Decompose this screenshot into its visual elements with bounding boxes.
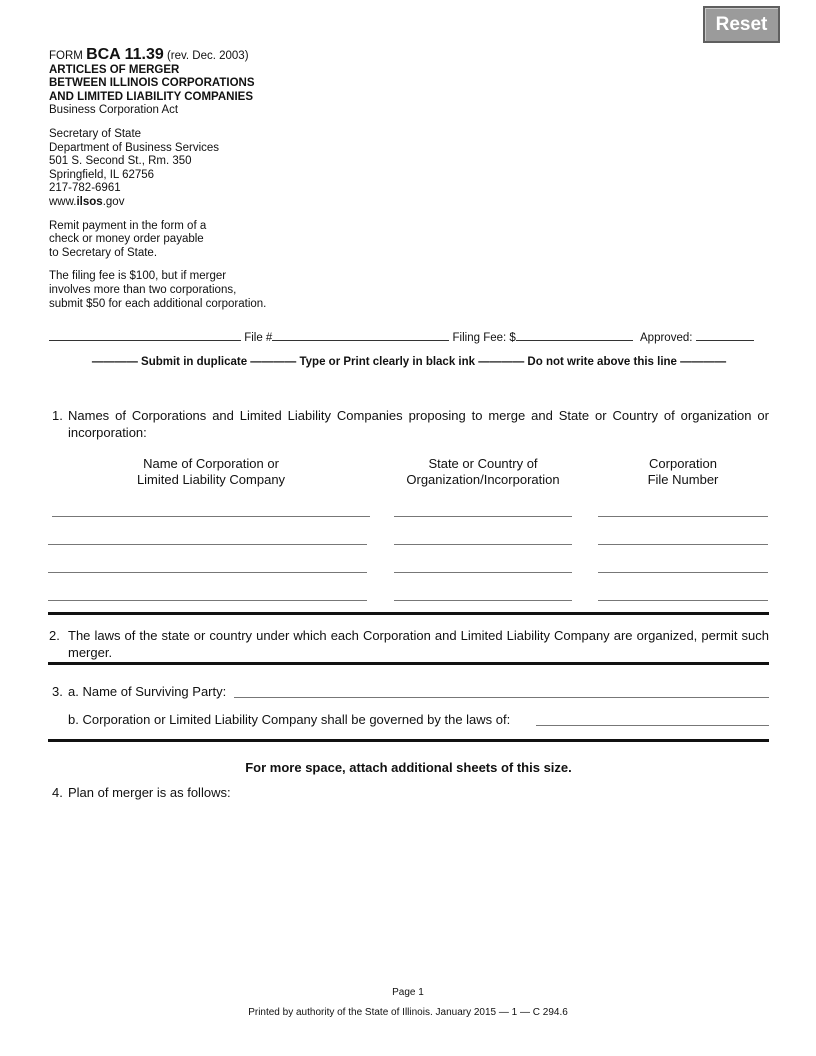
q3b-label: b. Corporation or Limited Liability Company shall be governed by the laws of:: [68, 712, 511, 727]
office-phone: 217-782-6961: [49, 182, 121, 195]
submit-instructions: ———— Submit in duplicate ———— Type or Print clearly in black ink ———— Do not write above this line ————: [91, 356, 727, 368]
printed-by-note: Printed by authority of the State of Illinois. January 2015 — 1 — C 294.6: [248, 1007, 568, 1018]
party-state-field-1[interactable]: [394, 516, 572, 517]
approved-line: [696, 329, 754, 341]
party-name-field-2[interactable]: [48, 544, 367, 545]
party-state-field-3[interactable]: [394, 572, 572, 573]
form-title-line-3: AND LIMITED LIABILITY COMPANIES: [49, 90, 254, 103]
party-state-field-4[interactable]: [394, 600, 572, 601]
reset-button[interactable]: Reset: [703, 6, 780, 43]
column-header-file-number: Corporation File Number: [647, 456, 719, 487]
form-title-line-2: BETWEEN ILLINOIS CORPORATIONS: [49, 77, 255, 90]
office-line-3: 501 S. Second St., Rm. 350: [49, 155, 192, 168]
party-name-field-4[interactable]: [48, 600, 367, 601]
payment-line-2: check or money order payable: [49, 233, 204, 246]
form-header: [49, 48, 349, 311]
q1-number: 1.: [52, 408, 63, 423]
party-name-field-1[interactable]: [52, 516, 370, 517]
payment-line-3: to Secretary of State.: [49, 246, 158, 259]
office-line-4: Springfield, IL 62756: [49, 168, 155, 181]
office-website[interactable]: www.ilsos.gov: [49, 195, 125, 208]
form-title-line-1: ARTICLES OF MERGER: [49, 63, 180, 76]
governing-law-field[interactable]: [536, 709, 769, 726]
form-code: BCA 11.39: [86, 46, 164, 63]
q2-text: The laws of the state or country under which each Corporation and Limited Liability Company are organized, permit such merger.: [68, 628, 769, 660]
filing-fee-label: Filing Fee: $: [452, 332, 516, 344]
party-file-number-field-4[interactable]: [598, 600, 768, 601]
column-header-state: State or Country of Organization/Incorporation: [406, 456, 560, 487]
q1-text: Names of Corporations and Limited Liability Companies proposing to merge and State or Country of organization or incorporation:: [68, 408, 769, 440]
office-blank-line: [49, 329, 241, 341]
office-line-2: Department of Business Services: [49, 141, 220, 154]
party-state-field-2[interactable]: [394, 544, 572, 545]
section-divider-3: [48, 739, 769, 742]
column-header-name: Name of Corporation or Limited Liability Company: [136, 456, 286, 487]
form-prefix: FORM: [49, 50, 83, 62]
q2-number: 2.: [49, 628, 60, 643]
file-number-label: File #: [244, 332, 273, 344]
page-number: Page 1: [392, 987, 424, 998]
q3a-label: a. Name of Surviving Party:: [68, 684, 227, 699]
q4-number: 4.: [52, 785, 63, 800]
party-file-number-field-3[interactable]: [598, 572, 768, 573]
section-divider-2: [48, 662, 769, 665]
form-id-line: [49, 48, 349, 64]
party-file-number-field-1[interactable]: [598, 516, 768, 517]
file-number-line: [272, 329, 449, 341]
filing-fee-line: [516, 329, 633, 341]
section-divider-1: [48, 612, 769, 615]
surviving-party-field[interactable]: [234, 681, 769, 698]
form-revision: (rev. Dec. 2003): [166, 50, 249, 62]
party-file-number-field-2[interactable]: [598, 544, 768, 545]
q3-number: 3.: [52, 684, 63, 699]
form-act: Business Corporation Act: [49, 104, 179, 117]
office-line-1: Secretary of State: [49, 127, 142, 140]
plan-of-merger-field[interactable]: [68, 806, 769, 966]
more-space-note: For more space, attach additional sheets of this size.: [245, 760, 572, 775]
payment-line-1: Remit payment in the form of a: [49, 219, 207, 232]
fee-line-3: submit $50 for each additional corporation.: [49, 297, 267, 310]
fee-line-1: The filing fee is $100, but if merger: [49, 270, 227, 283]
fee-line-2: involves more than two corporations,: [49, 283, 237, 296]
approved-label: Approved:: [640, 332, 693, 344]
q4-text: Plan of merger is as follows:: [68, 785, 231, 800]
office-use-row: [49, 329, 769, 343]
party-name-field-3[interactable]: [48, 572, 367, 573]
